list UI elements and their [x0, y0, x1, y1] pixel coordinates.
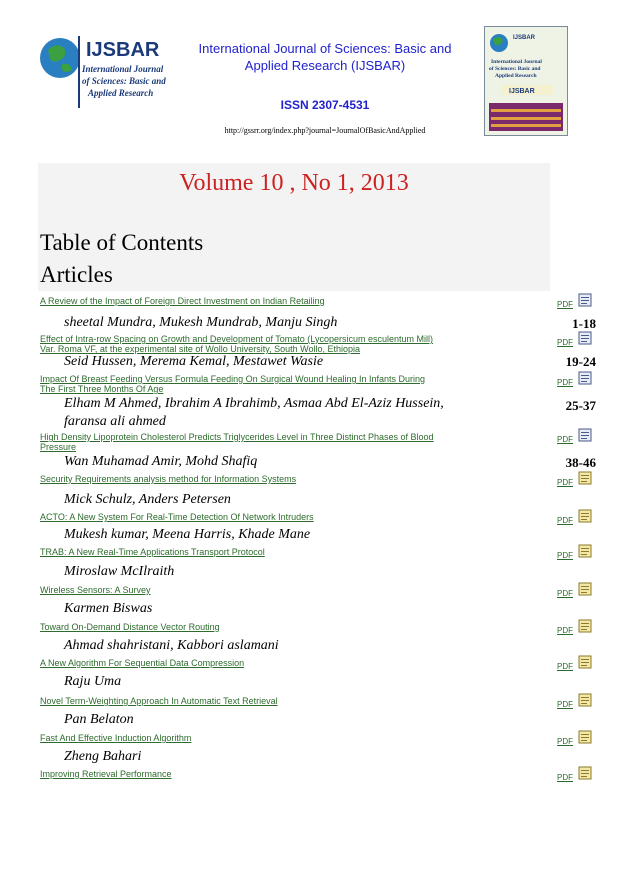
- pdf-link[interactable]: PDF: [557, 737, 573, 746]
- pdf-link[interactable]: PDF: [557, 516, 573, 525]
- svg-text:International Journal: International Journal: [491, 59, 542, 65]
- svg-text:of Sciences: Basic and: of Sciences: Basic and: [82, 76, 166, 86]
- article-title-link[interactable]: Wireless Sensors: A Survey: [40, 585, 151, 595]
- svg-text:IJSBAR: IJSBAR: [509, 88, 535, 95]
- logo-text: IJSBAR: [86, 39, 160, 61]
- journal-title: International Journal of Sciences: Basic and Applied Research (IJSBAR): [198, 41, 452, 73]
- article-title-link[interactable]: A New Algorithm For Sequential Data Compression: [40, 658, 245, 668]
- archive-icon[interactable]: [578, 655, 592, 669]
- article-authors: Wan Muhamad Amir, Mohd Shafiq: [64, 454, 258, 469]
- pdf-link[interactable]: PDF: [557, 662, 573, 671]
- journal-url: http://gssrr.org/index.php?journal=JournalOfBasicAndApplied: [224, 126, 426, 135]
- articles-heading: Articles: [40, 262, 113, 287]
- archive-icon[interactable]: [578, 730, 592, 744]
- pdf-link[interactable]: PDF: [557, 378, 573, 387]
- pdf-link[interactable]: PDF: [557, 300, 573, 309]
- article-title-link[interactable]: Security Requirements analysis method for Information Systems: [40, 474, 297, 484]
- article-title-link[interactable]: Novel Term-Weighting Approach In Automatic Text Retrieval: [40, 696, 278, 706]
- article-authors: Karmen Biswas: [64, 601, 153, 616]
- archive-icon[interactable]: [578, 582, 592, 596]
- article-authors: Raju Uma: [64, 674, 122, 689]
- toc-heading: Table of Contents: [40, 230, 204, 255]
- article-title-link[interactable]: Impact Of Breast Feeding Versus Formula Feeding On Surgical Wound Healing In Infants During The First Three Months Of Age: [40, 374, 426, 394]
- article-title-link[interactable]: Effect of Intra-row Spacing on Growth and Development of Tomato (Lycopersicum esculentum Mill) Var. Roma VF, at the experimental site of Wollo University, South Wollo, Ethiopia: [40, 334, 434, 354]
- pdf-link[interactable]: PDF: [557, 338, 573, 347]
- archive-icon[interactable]: [578, 766, 592, 780]
- svg-text:of Sciences: Basic and: of Sciences: Basic and: [489, 66, 541, 72]
- volume-title: Volume 10 , No 1, 2013: [179, 170, 409, 196]
- issn: ISSN 2307-4531: [280, 98, 370, 112]
- article-title-link[interactable]: Fast And Effective Induction Algorithm: [40, 733, 192, 743]
- article-title-link[interactable]: TRAB: A New Real-Time Applications Transport Protocol: [40, 547, 265, 557]
- article-pages: 25-37: [565, 398, 596, 413]
- article-pages: 38-46: [565, 455, 596, 470]
- article-pages: 1-18: [572, 316, 596, 331]
- pdf-link[interactable]: PDF: [557, 626, 573, 635]
- article-authors: sheetal Mundra, Mukesh Mundrab, Manju Singh: [64, 315, 338, 330]
- svg-text:Applied Research: Applied Research: [495, 73, 537, 79]
- journal-cover-image: [484, 26, 568, 136]
- pdf-link[interactable]: PDF: [557, 551, 573, 560]
- article-title-link[interactable]: Toward On-Demand Distance Vector Routing: [40, 622, 220, 632]
- article-title-link[interactable]: High Density Lipoprotein Cholesterol Predicts Triglycerides Level in Three Distinct Phases of Blood Pressure: [40, 432, 434, 452]
- article-pages: 19-24: [565, 354, 596, 369]
- article-authors: Zheng Bahari: [64, 749, 142, 764]
- article-authors: Mick Schulz, Anders Petersen: [64, 492, 231, 507]
- svg-text:International Journal: International Journal: [82, 64, 164, 74]
- archive-icon[interactable]: [578, 619, 592, 633]
- article-authors: Elham M Ahmed, Ibrahim A Ibrahimb, Asmaa Abd El-Aziz Hussein, faransa ali ahmed: [64, 396, 444, 429]
- journal-header: [0, 0, 638, 160]
- article-authors: Seid Hussen, Merema Kemal, Mestawet Wasie: [64, 354, 324, 369]
- archive-icon[interactable]: [578, 693, 592, 707]
- archive-icon[interactable]: [578, 471, 592, 485]
- article-authors: Pan Belaton: [64, 712, 134, 727]
- archive-icon[interactable]: [578, 544, 592, 558]
- document-icon[interactable]: [578, 293, 592, 307]
- svg-text:Applied Research: Applied Research: [88, 88, 154, 98]
- document-icon[interactable]: [578, 428, 592, 442]
- pdf-link[interactable]: PDF: [557, 435, 573, 444]
- pdf-link[interactable]: PDF: [557, 773, 573, 782]
- pdf-link[interactable]: PDF: [557, 700, 573, 709]
- pdf-link[interactable]: PDF: [557, 478, 573, 487]
- ijsbar-logo: [38, 30, 176, 112]
- article-title-link[interactable]: A Review of the Impact of Foreign Direct Investment on Indian Retailing: [40, 296, 325, 306]
- article-title-link[interactable]: ACTO: A New System For Real-Time Detection Of Network Intruders: [40, 512, 314, 522]
- archive-icon[interactable]: [578, 509, 592, 523]
- svg-text:IJSBAR: IJSBAR: [513, 35, 536, 41]
- document-icon[interactable]: [578, 371, 592, 385]
- article-authors: Ahmad shahristani, Kabbori aslamani: [64, 638, 279, 653]
- pdf-link[interactable]: PDF: [557, 589, 573, 598]
- article-authors: Miroslaw McIlraith: [64, 564, 175, 579]
- document-icon[interactable]: [578, 331, 592, 345]
- article-authors: Mukesh kumar, Meena Harris, Khade Mane: [64, 527, 311, 542]
- article-title-link[interactable]: Improving Retrieval Performance: [40, 769, 172, 779]
